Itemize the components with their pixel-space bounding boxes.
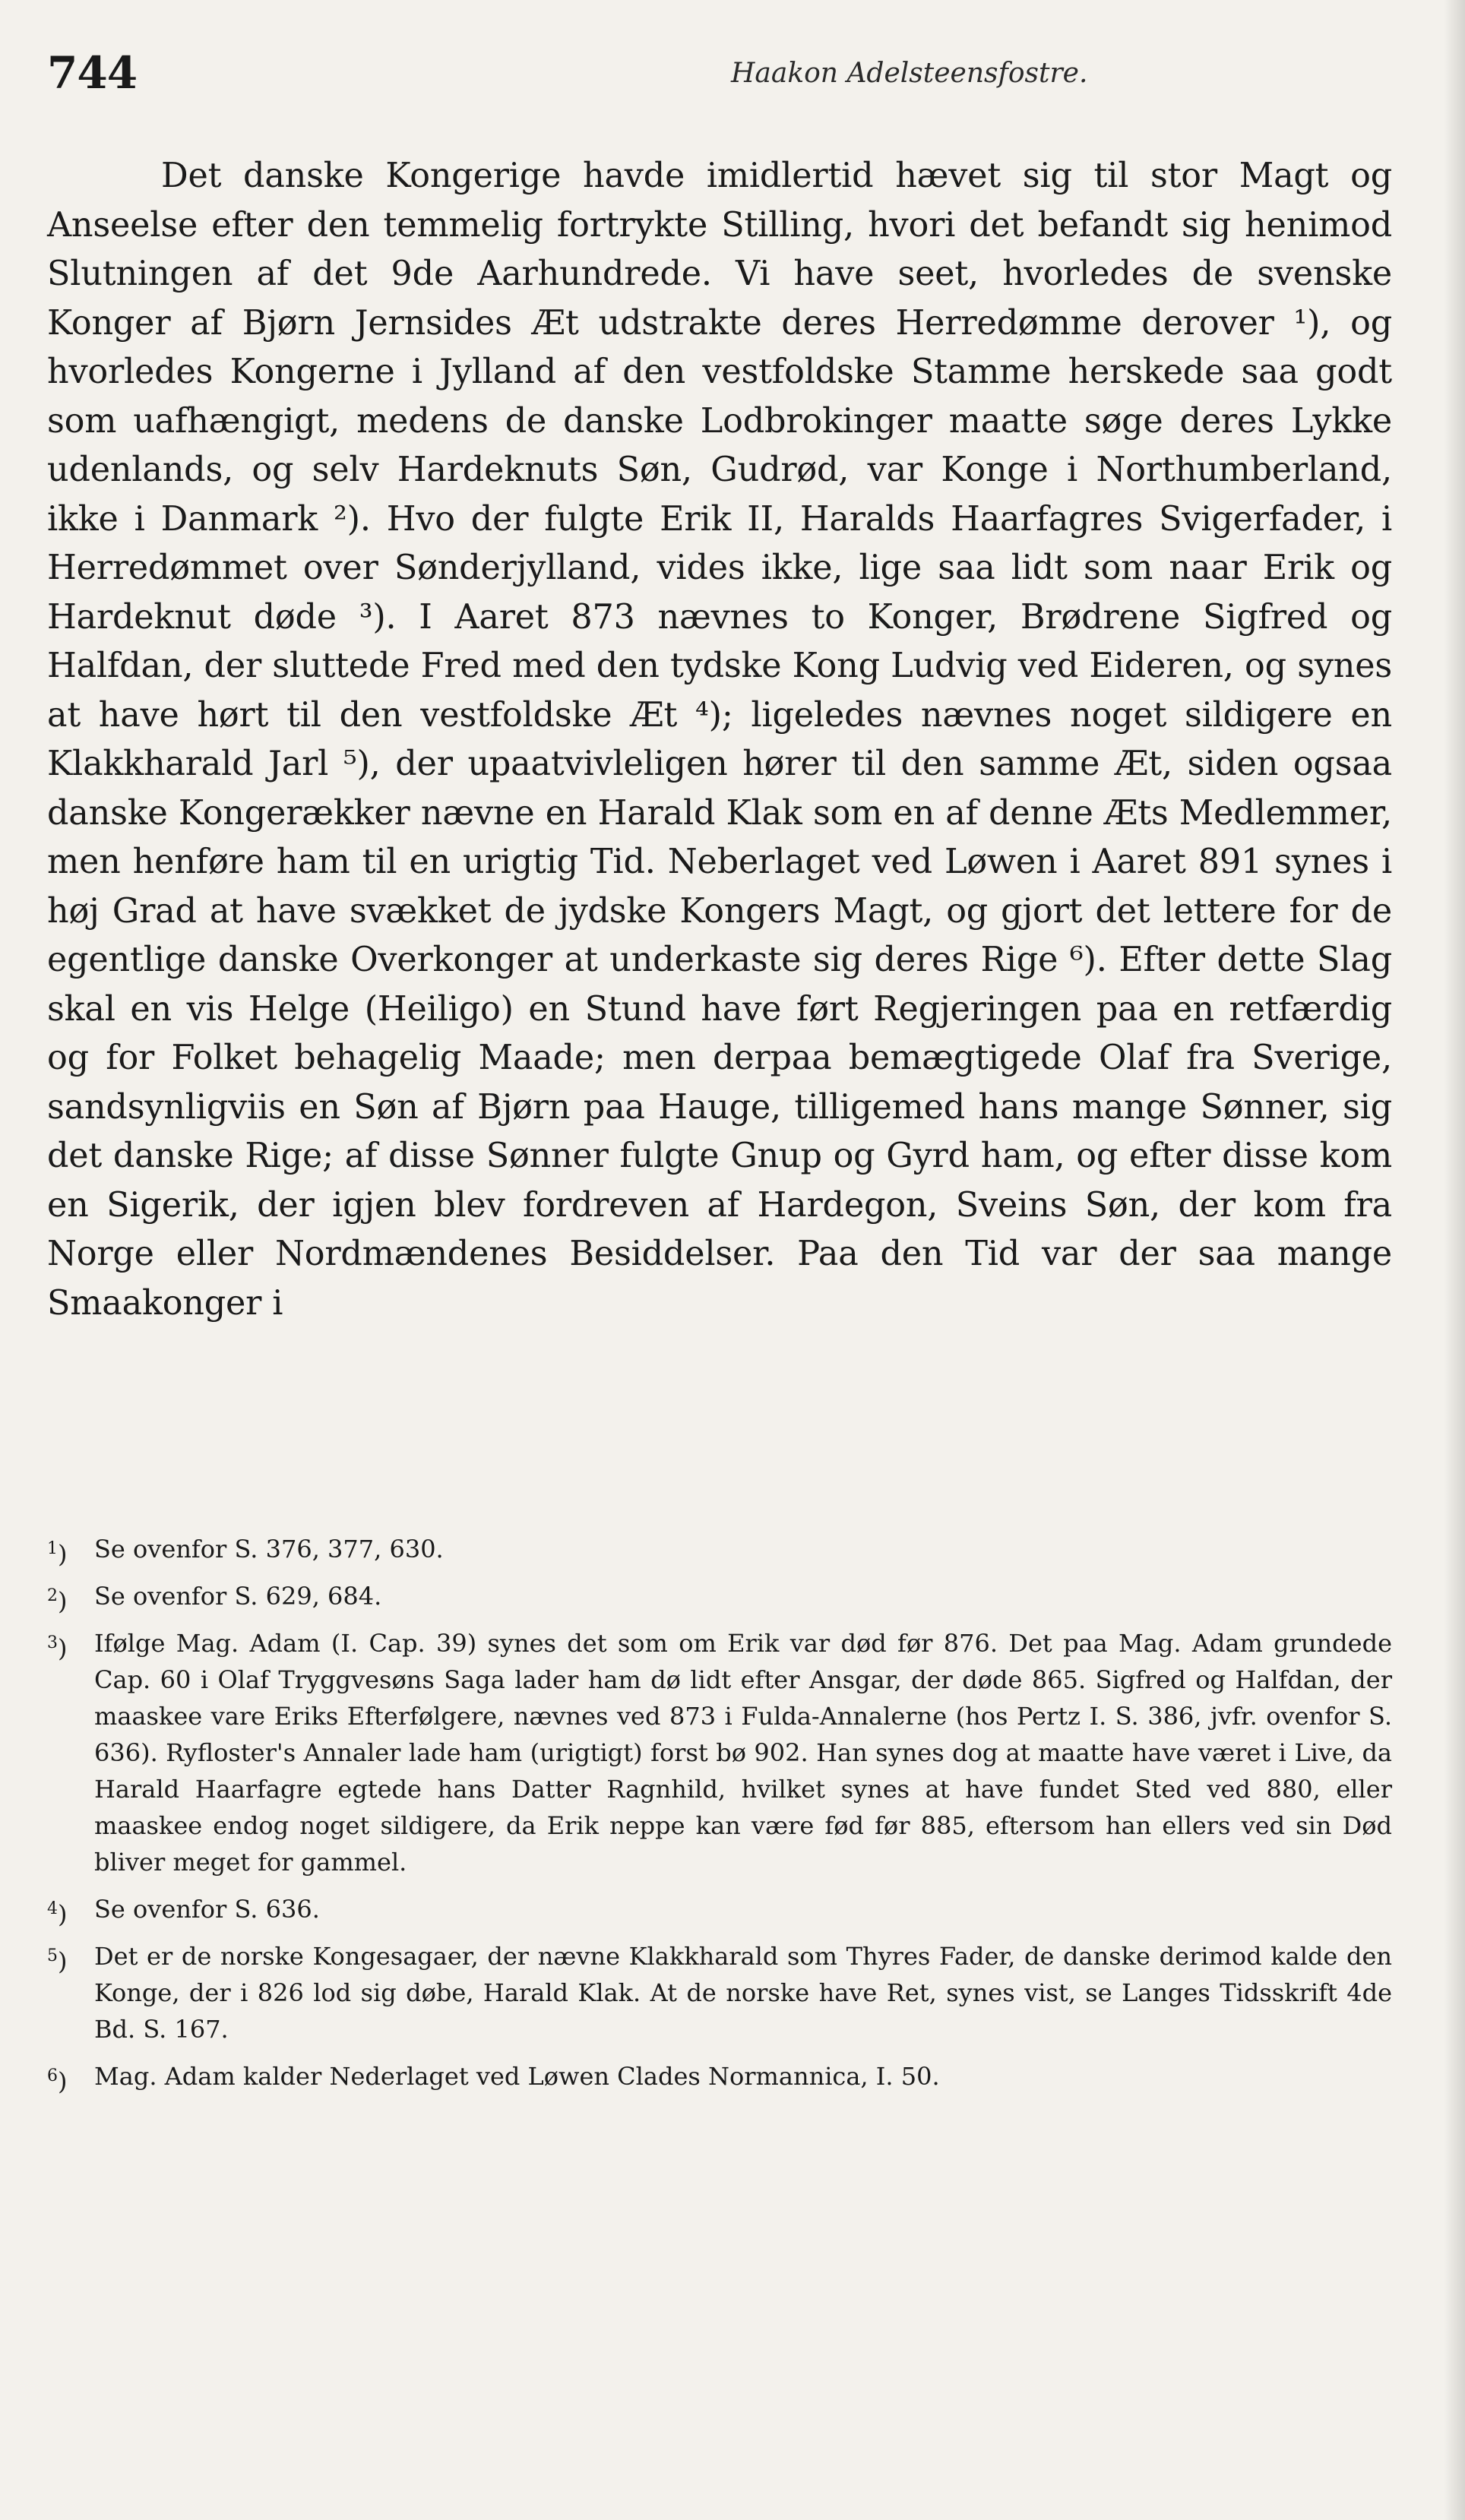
footnote-5 — [47, 1938, 1392, 2047]
page-header — [47, 47, 1384, 115]
footnote-marker: $^6$) — [47, 2066, 68, 2096]
footnotes — [47, 1531, 1392, 2105]
footnote-marker: $^4$) — [47, 1899, 68, 1929]
footnote-text: Se ovenfor S. 376, 377, 630. — [94, 1535, 444, 1564]
body-text — [47, 152, 1392, 1328]
page-number: 744 — [47, 47, 138, 99]
body-paragraph: Det danske Kongerige havde imidlertid hævet sig til stor Magt og Anseelse efter den temmelig fortrykte Stilling, hvori det befandt sig henimod Slutningen af det 9de Aarhundrede. Vi have seet, hvorledes de svenske Konger af Bjørn Jernsides Æt udstrakte deres Herredømme derover ¹), og hvorledes Kongerne i Jylland af den vestfoldske Stamme herskede saa godt som uafhængigt, medens de danske Lodbrokinger maatte søge deres Lykke udenlands, og selv Hardeknuts Søn, Gudrød, var Konge i Northumberland, ikke i Danmark ²). Hvo der fulgte Erik II, Haralds Haarfagres Svigerfader, i Herredømmet over Sønderjylland, vides ikke, lige saa lidt som naar Erik og Hardeknut døde ³). I Aaret 873 nævnes to Konger, Brødrene Sigfred og Halfdan, der sluttede Fred med den tydske Kong Ludvig ved Eideren, og synes at have hørt til den vestfoldske Æt ⁴); ligeledes nævnes noget sildigere en Klakkharald Jarl ⁵), der upaatvivleligen hører til den samme Æt, siden ogsaa danske Kongerækker nævne en Harald Klak som en af denne Æts Medlemmer, men henføre ham til en urigtig Tid. Neberlaget ved Løwen i Aaret 891 synes i høj Grad at have svækket de jydske Kongers Magt, og gjort det lettere for de egentlige danske Overkonger at underkaste sig deres Rige ⁶). Efter dette Slag skal en vis Helge (Heiligo) en Stund have ført Regjeringen paa en retfærdig og for Folket behagelig Maade; men derpaa bemægtigede Olaf fra Sverige, sandsynligviis en Søn af Bjørn paa Hauge, tilligemed hans mange Sønner, sig det danske Rige; af disse Sønner fulgte Gnup og Gyrd ham, og efter disse kom en Sigerik, der igjen blev fordreven af Hardegon, Sveins Søn, der kom fra Norge eller Nordmændenes Besiddelser. Paa den Tid var der saa mange Smaakonger i — [47, 157, 1392, 1323]
footnote-6 — [47, 2058, 1392, 2095]
footnote-text: Se ovenfor S. 636. — [94, 1895, 320, 1924]
footnote-text: Ifølge Mag. Adam (I. Cap. 39) synes det som om Erik var død før 876. Det paa Mag. Adam grundede Cap. 60 i Olaf Tryggvesøns Saga lader ham dø lidt efter Ansgar, der døde 865. Sigfred og Halfdan, der maaskee vare Eriks Efterfølgere, nævnes ved 873 i Fulda-Annalerne (hos Pertz I. S. 386, jvfr. ovenfor S. 636). Ryfloster's Annaler lade ham (urigtigt) forst bø 902. Han synes dog at maatte have været i Live, da Harald Haarfagre egtede hans Datter Ragnhild, hvilket synes at have fundet Sted ved 880, eller maaskee endog noget sildigere, da Erik neppe kan være fød før 885, eftersom han ellers ved sin Død bliver meget for gammel. — [94, 1629, 1392, 1877]
footnote-2 — [47, 1578, 1392, 1614]
footnote-3 — [47, 1625, 1392, 1880]
footnote-marker: $^3$) — [47, 1633, 68, 1663]
footnote-marker: $^1$) — [47, 1539, 68, 1569]
running-head: Haakon Adelsteensfostre. — [731, 58, 1088, 89]
footnote-marker: $^5$) — [47, 1946, 68, 1976]
footnote-text: Se ovenfor S. 629, 684. — [94, 1582, 382, 1611]
page-edge-shadow — [1444, 0, 1465, 2520]
footnote-text: Det er de norske Kongesagaer, der nævne Klakkharald som Thyres Fader, de danske derimod kalde den Konge, der i 826 lod sig døbe, Harald Klak. At de norske have Ret, synes vist, se Langes Tidsskrift 4de Bd. S. 167. — [94, 1942, 1392, 2044]
footnote-4 — [47, 1891, 1392, 1927]
footnote-1 — [47, 1531, 1392, 1567]
footnote-marker: $^2$) — [47, 1586, 68, 1616]
footnote-text: Mag. Adam kalder Nederlaget ved Løwen Clades Normannica, I. 50. — [94, 2062, 940, 2091]
